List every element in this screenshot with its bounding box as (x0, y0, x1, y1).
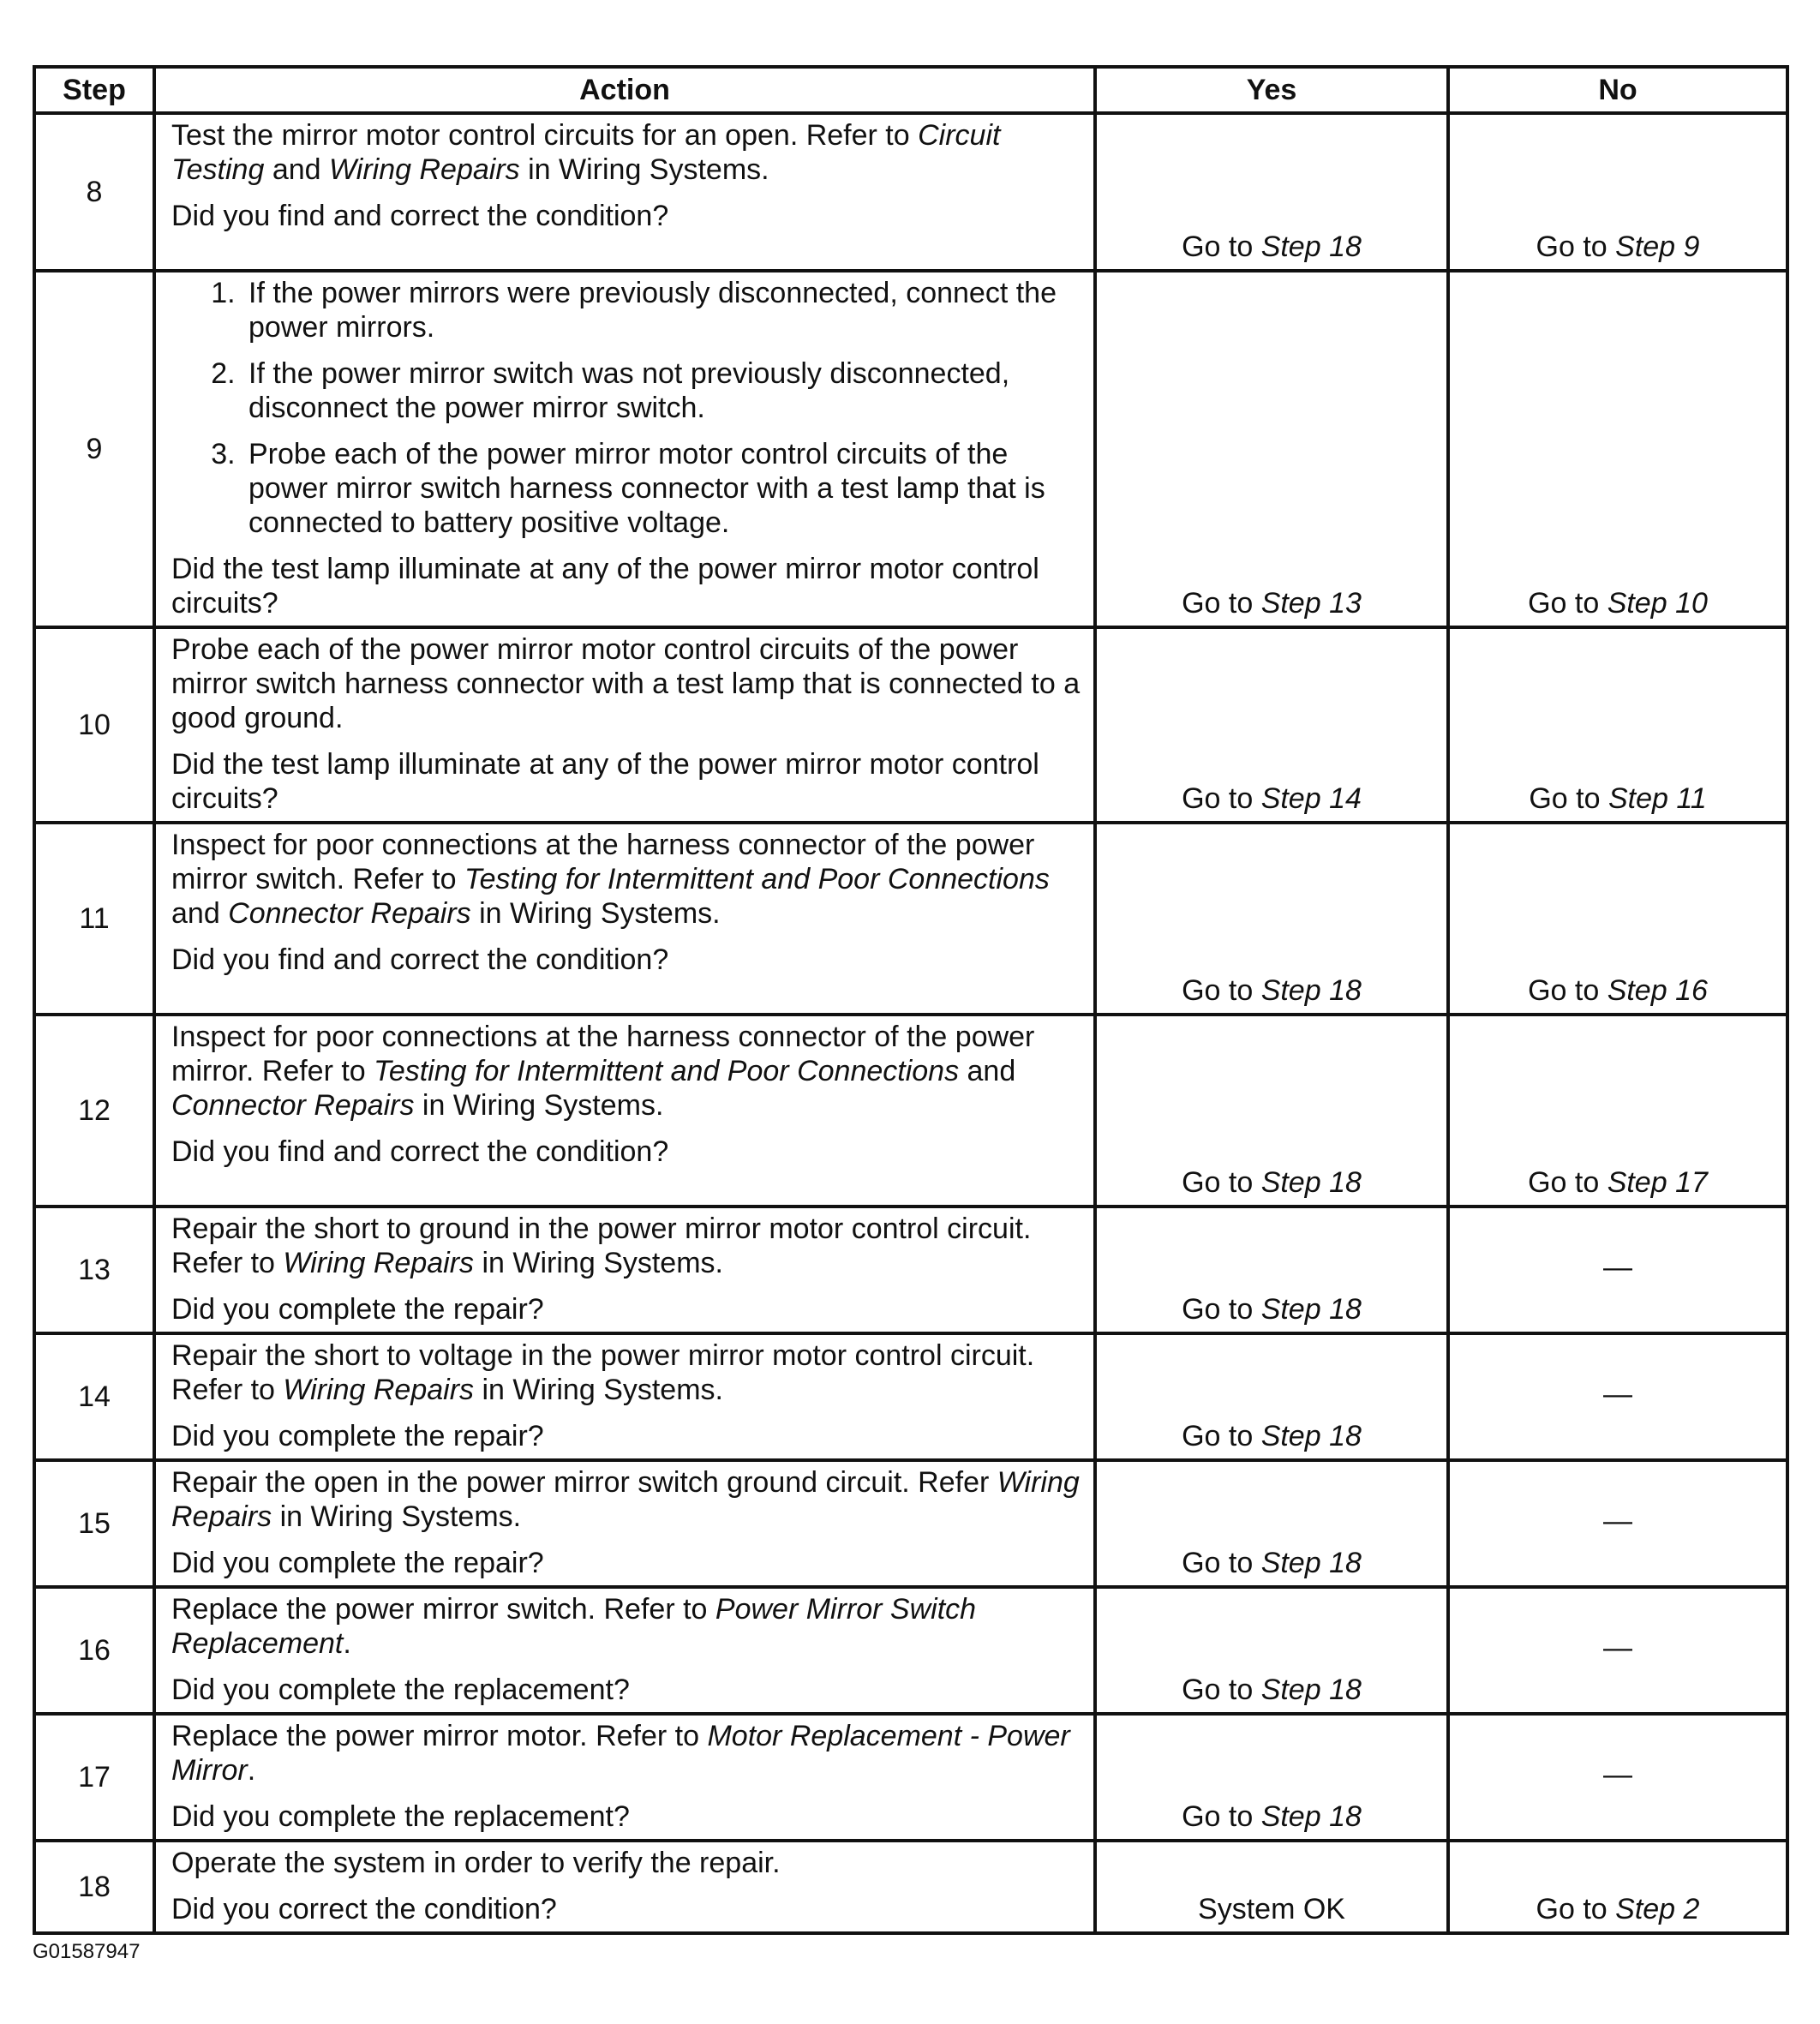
action-instruction (171, 1338, 1085, 1407)
action-instruction (171, 632, 1085, 735)
action-cell (154, 113, 1095, 271)
text-run: in Wiring Systems. (470, 897, 721, 930)
reference-text: Motor Replacement - Power Mirror (171, 1720, 1070, 1787)
text-run: Go to (1182, 1800, 1261, 1833)
text-run: and (171, 897, 229, 930)
step-number: 8 (34, 113, 154, 271)
action-cell (154, 1207, 1095, 1333)
text-run: Replace the power mirror switch. Refer to (171, 1593, 715, 1626)
step-number: 10 (34, 627, 154, 823)
action-question: Did you find and correct the condition? (171, 1135, 669, 1168)
reference-text: Step 10 (1607, 587, 1708, 620)
text-run: Test the mirror motor control circuits for an open. Refer to (171, 119, 919, 152)
text-run: Go to (1182, 974, 1261, 1007)
action-instruction (171, 118, 1085, 187)
yes-result (1095, 1587, 1448, 1714)
header-row (34, 67, 1787, 113)
table-row (34, 1841, 1787, 1933)
reference-text: Wiring Repairs (171, 1466, 1080, 1533)
no-result (1448, 1015, 1787, 1207)
action-cell (154, 1460, 1095, 1587)
table-row (34, 1015, 1787, 1207)
text-run: in Wiring Systems. (272, 1500, 522, 1533)
action-cell (154, 1714, 1095, 1841)
text-run: Go to (1528, 587, 1607, 620)
reference-text: Step 2 (1615, 1893, 1700, 1925)
action-instruction (171, 1719, 1085, 1787)
reference-text: Step 18 (1260, 1547, 1362, 1579)
table-body (34, 113, 1787, 1933)
text-run: Go to (1536, 1893, 1616, 1925)
reference-text: Circuit Testing (171, 119, 1001, 186)
action-question: Did you complete the repair? (171, 1547, 544, 1579)
action-instruction (171, 1465, 1085, 1534)
action-instruction (171, 1212, 1085, 1280)
text-run: Go to (1182, 1420, 1261, 1452)
list-item (243, 437, 1085, 540)
text-run: Go to (1182, 782, 1261, 815)
diagnostic-table (33, 65, 1789, 1935)
text-run: Repair the open in the power mirror switch ground circuit. Refer (171, 1466, 997, 1499)
action-cell (154, 627, 1095, 823)
reference-text: Step 11 (1607, 782, 1707, 815)
text-run: If the power mirrors were previously disconnected, connect the power mirrors. (248, 277, 1057, 344)
action-instruction (171, 1846, 1085, 1880)
action-cell (154, 1333, 1095, 1460)
table-row (34, 1207, 1787, 1333)
action-question: Did the test lamp illuminate at any of the power mirror motor control circuits? (171, 553, 1039, 620)
action-cell (154, 1587, 1095, 1714)
yes-result (1095, 1714, 1448, 1841)
action-question: Did you find and correct the condition? (171, 200, 669, 232)
reference-text: Step 18 (1260, 1800, 1362, 1833)
reference-text: Testing for Intermittent and Poor Connections (464, 863, 1050, 895)
action-instruction (171, 1592, 1085, 1661)
action-instruction (171, 1020, 1085, 1123)
table-row (34, 823, 1787, 1015)
action-question: Did you complete the repair? (171, 1293, 544, 1326)
text-run: Go to (1182, 1166, 1261, 1199)
step-number: 16 (34, 1587, 154, 1714)
action-cell (154, 1015, 1095, 1207)
text-run: — (1603, 1505, 1632, 1537)
action-cell (154, 823, 1095, 1015)
no-result (1448, 1207, 1787, 1333)
no-result (1448, 271, 1787, 627)
text-run: in Wiring Systems. (474, 1374, 723, 1406)
step-number: 15 (34, 1460, 154, 1587)
text-run: — (1603, 1378, 1632, 1410)
header-yes: Yes (1095, 67, 1448, 113)
reference-text: Wiring Repairs (283, 1374, 475, 1406)
step-number: 18 (34, 1841, 154, 1933)
reference-text: Step 18 (1260, 1420, 1362, 1452)
action-question: Did you correct the condition? (171, 1893, 557, 1925)
yes-result (1095, 1207, 1448, 1333)
text-run: Repair the short to ground in the power mirror motor control circuit. Refer to (171, 1213, 1032, 1279)
text-run: System OK (1198, 1893, 1345, 1925)
no-result (1448, 627, 1787, 823)
reference-text: Step 14 (1260, 782, 1362, 815)
no-result (1448, 1587, 1787, 1714)
reference-text: Step 18 (1260, 231, 1362, 263)
text-run: Probe each of the power mirror motor control circuits of the power mirror switch harness connector with a test lamp that is connected to a good ground. (171, 633, 1081, 734)
action-cell (154, 271, 1095, 627)
header-action: Action (154, 67, 1095, 113)
reference-text: Connector Repairs (171, 1089, 415, 1122)
text-run: Go to (1182, 587, 1261, 620)
text-run: in Wiring Systems. (519, 153, 769, 186)
table-row (34, 113, 1787, 271)
action-question: Did you complete the replacement? (171, 1800, 630, 1833)
no-result (1448, 1714, 1787, 1841)
reference-text: Step 13 (1260, 587, 1362, 620)
text-run: Go to (1182, 231, 1261, 263)
text-run: — (1603, 1632, 1632, 1664)
action-cell (154, 1841, 1095, 1933)
text-run: Go to (1528, 1166, 1607, 1199)
text-run: Operate the system in order to verify the repair. (171, 1847, 781, 1879)
no-result (1448, 1333, 1787, 1460)
text-run: — (1603, 1251, 1632, 1284)
step-number: 17 (34, 1714, 154, 1841)
action-question: Did you find and correct the condition? (171, 943, 669, 976)
action-question: Did you complete the repair? (171, 1420, 544, 1452)
yes-result (1095, 1015, 1448, 1207)
reference-text: Step 18 (1260, 974, 1362, 1007)
text-run: Inspect for poor connections at the harness connector of the power mirror switch. Refer to (171, 829, 1035, 895)
text-run: Repair the short to voltage in the power mirror motor control circuit. Refer to (171, 1339, 1035, 1406)
no-result (1448, 1460, 1787, 1587)
reference-text: Step 18 (1260, 1293, 1362, 1326)
text-run: Go to (1528, 974, 1607, 1007)
text-run: . (247, 1754, 256, 1787)
table-row (34, 1333, 1787, 1460)
table-row (34, 627, 1787, 823)
yes-result (1095, 823, 1448, 1015)
list-item (243, 356, 1085, 425)
text-run: Go to (1182, 1547, 1261, 1579)
step-number: 13 (34, 1207, 154, 1333)
text-run: . (343, 1627, 351, 1660)
reference-text: Connector Repairs (228, 897, 471, 930)
text-run: in Wiring Systems. (414, 1089, 664, 1122)
step-number: 12 (34, 1015, 154, 1207)
header-step: Step (34, 67, 154, 113)
step-number: 9 (34, 271, 154, 627)
yes-result (1095, 271, 1448, 627)
text-run: Probe each of the power mirror motor control circuits of the power mirror switch harness connector with a test lamp that is connected to battery positive voltage. (248, 438, 1045, 539)
table-row (34, 1587, 1787, 1714)
list-item (243, 276, 1085, 344)
header-no: No (1448, 67, 1787, 113)
reference-text: Step 17 (1607, 1166, 1708, 1199)
reference-text: Step 16 (1607, 974, 1708, 1007)
table-row (34, 1460, 1787, 1587)
action-question: Did the test lamp illuminate at any of the power mirror motor control circuits? (171, 748, 1039, 815)
reference-text: Step 9 (1615, 231, 1700, 263)
no-result (1448, 113, 1787, 271)
yes-result (1095, 113, 1448, 271)
action-question: Did you complete the replacement? (171, 1674, 630, 1706)
action-steps-list (171, 276, 1085, 540)
yes-result (1095, 1841, 1448, 1933)
text-run: Go to (1536, 231, 1616, 263)
step-number: 14 (34, 1333, 154, 1460)
table-row (34, 271, 1787, 627)
text-run: Go to (1182, 1674, 1261, 1706)
table-row (34, 1714, 1787, 1841)
text-run: Inspect for poor connections at the harness connector of the power mirror. Refer to (171, 1021, 1035, 1087)
no-result (1448, 823, 1787, 1015)
action-instruction (171, 828, 1085, 931)
text-run: in Wiring Systems. (474, 1247, 723, 1279)
text-run: — (1603, 1758, 1632, 1791)
reference-text: Step 18 (1260, 1674, 1362, 1706)
text-run: and (959, 1055, 1016, 1087)
text-run: If the power mirror switch was not previously disconnected, disconnect the power mirror switch. (248, 357, 1010, 424)
step-number: 11 (34, 823, 154, 1015)
yes-result (1095, 1333, 1448, 1460)
reference-text: Step 18 (1260, 1166, 1362, 1199)
yes-result (1095, 627, 1448, 823)
reference-text: Power Mirror Switch Replacement (171, 1593, 977, 1660)
text-run: Go to (1182, 1293, 1261, 1326)
no-result (1448, 1841, 1787, 1933)
text-run: Go to (1529, 782, 1608, 815)
figure-id: G01587947 (33, 1940, 141, 1963)
text-run: and (264, 153, 329, 186)
text-run: Replace the power mirror motor. Refer to (171, 1720, 708, 1752)
reference-text: Wiring Repairs (283, 1247, 475, 1279)
yes-result (1095, 1460, 1448, 1587)
reference-text: Wiring Repairs (329, 153, 520, 186)
reference-text: Testing for Intermittent and Poor Connections (374, 1055, 960, 1087)
